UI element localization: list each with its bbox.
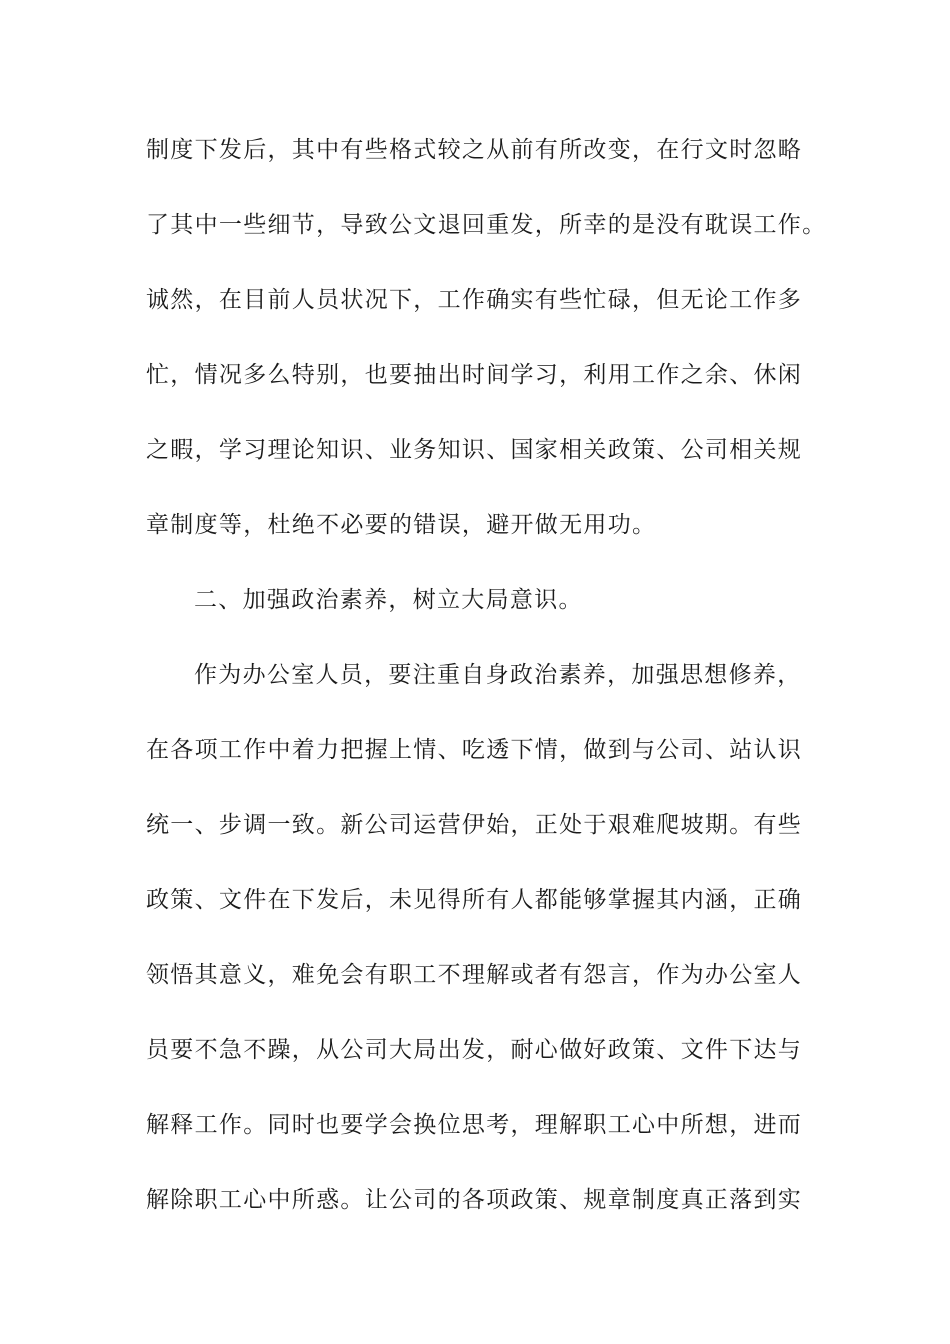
text-line: 诚然，在目前人员状况下，工作确实有些忙碌，但无论工作多 <box>146 287 803 313</box>
text-line: 领悟其意义，难免会有职工不理解或者有怨言，作为办公室人 <box>146 962 803 988</box>
text-line: 制度下发后，其中有些格式较之从前有所改变，在行文时忽略 <box>146 137 803 163</box>
text-line: 政策、文件在下发后，未见得所有人都能够掌握其内涵，正确 <box>146 887 803 913</box>
text-line: 解除职工心中所惑。让公司的各项政策、规章制度真正落到实 <box>146 1187 803 1213</box>
text-line: 解释工作。同时也要学会换位思考，理解职工心中所想，进而 <box>146 1112 803 1138</box>
section-heading: 二、加强政治素养，树立大局意识。 <box>194 587 583 613</box>
text-line: 在各项工作中着力把握上情、吃透下情，做到与公司、站认识 <box>146 737 803 763</box>
text-line: 之暇，学习理论知识、业务知识、国家相关政策、公司相关规 <box>146 437 803 463</box>
text-line: 员要不急不躁，从公司大局出发，耐心做好政策、文件下达与 <box>146 1037 803 1063</box>
text-line: 统一、步调一致。新公司运营伊始，正处于艰难爬坡期。有些 <box>146 812 803 838</box>
text-line: 章制度等，杜绝不必要的错误，避开做无用功。 <box>146 512 657 538</box>
text-line: 忙，情况多么特别，也要抽出时间学习，利用工作之余、休闲 <box>146 362 803 388</box>
text-line: 了其中一些细节，导致公文退回重发，所幸的是没有耽误工作。 <box>146 212 827 238</box>
paragraph-first-line: 作为办公室人员，要注重自身政治素养，加强思想修养， <box>194 662 802 688</box>
